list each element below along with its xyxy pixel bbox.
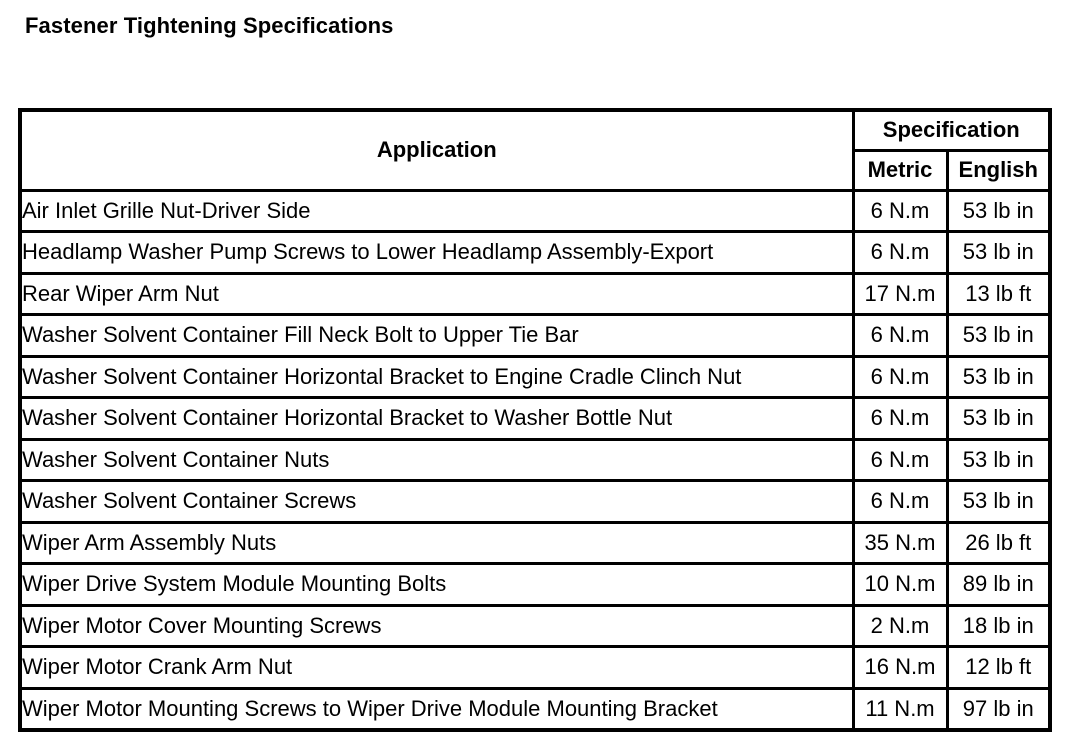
application-cell: Air Inlet Grille Nut-Driver Side (20, 190, 853, 232)
application-cell: Washer Solvent Container Fill Neck Bolt to Upper Tie Bar (20, 315, 853, 357)
metric-value-cell: 6 N.m (853, 356, 947, 398)
specification-header: Specification (853, 110, 1050, 150)
metric-value-cell: 6 N.m (853, 439, 947, 481)
metric-value-cell: 17 N.m (853, 273, 947, 315)
english-value-cell: 53 lb in (947, 356, 1050, 398)
table-row (20, 564, 1050, 606)
application-cell: Wiper Arm Assembly Nuts (20, 522, 853, 564)
english-value-cell: 26 lb ft (947, 522, 1050, 564)
application-cell: Washer Solvent Container Horizontal Bracket to Washer Bottle Nut (20, 398, 853, 440)
application-cell: Wiper Drive System Module Mounting Bolts (20, 564, 853, 606)
metric-value-cell: 6 N.m (853, 398, 947, 440)
metric-value-cell: 2 N.m (853, 605, 947, 647)
application-cell: Wiper Motor Crank Arm Nut (20, 647, 853, 689)
application-cell: Rear Wiper Arm Nut (20, 273, 853, 315)
table-row (20, 315, 1050, 357)
english-value-cell: 53 lb in (947, 439, 1050, 481)
english-value-cell: 97 lb in (947, 688, 1050, 730)
metric-value-cell: 11 N.m (853, 688, 947, 730)
application-cell: Wiper Motor Cover Mounting Screws (20, 605, 853, 647)
english-value-cell: 53 lb in (947, 481, 1050, 523)
metric-header: Metric (853, 150, 947, 190)
table-body (20, 190, 1050, 730)
page-title: Fastener Tightening Specifications (25, 13, 394, 38)
english-value-cell: 89 lb in (947, 564, 1050, 606)
fastener-spec-table (18, 108, 1052, 732)
english-value-cell: 53 lb in (947, 315, 1050, 357)
table-row (20, 522, 1050, 564)
application-cell: Washer Solvent Container Horizontal Bracket to Engine Cradle Clinch Nut (20, 356, 853, 398)
metric-value-cell: 6 N.m (853, 232, 947, 274)
english-value-cell: 13 lb ft (947, 273, 1050, 315)
english-value-cell: 53 lb in (947, 190, 1050, 232)
application-cell: Washer Solvent Container Nuts (20, 439, 853, 481)
table-row (20, 605, 1050, 647)
english-value-cell: 53 lb in (947, 398, 1050, 440)
metric-value-cell: 35 N.m (853, 522, 947, 564)
metric-value-cell: 10 N.m (853, 564, 947, 606)
metric-value-cell: 6 N.m (853, 315, 947, 357)
metric-value-cell: 6 N.m (853, 190, 947, 232)
table-row (20, 481, 1050, 523)
table-row (20, 439, 1050, 481)
table-row (20, 190, 1050, 232)
table-row (20, 398, 1050, 440)
table-row (20, 647, 1050, 689)
application-header: Application (20, 110, 853, 190)
english-value-cell: 18 lb in (947, 605, 1050, 647)
table-row (20, 688, 1050, 730)
metric-value-cell: 6 N.m (853, 481, 947, 523)
english-value-cell: 12 lb ft (947, 647, 1050, 689)
english-header: English (947, 150, 1050, 190)
table-row (20, 232, 1050, 274)
table-row (20, 356, 1050, 398)
english-value-cell: 53 lb in (947, 232, 1050, 274)
table-row (20, 273, 1050, 315)
application-cell: Wiper Motor Mounting Screws to Wiper Drive Module Mounting Bracket (20, 688, 853, 730)
metric-value-cell: 16 N.m (853, 647, 947, 689)
application-cell: Washer Solvent Container Screws (20, 481, 853, 523)
application-cell: Headlamp Washer Pump Screws to Lower Headlamp Assembly-Export (20, 232, 853, 274)
